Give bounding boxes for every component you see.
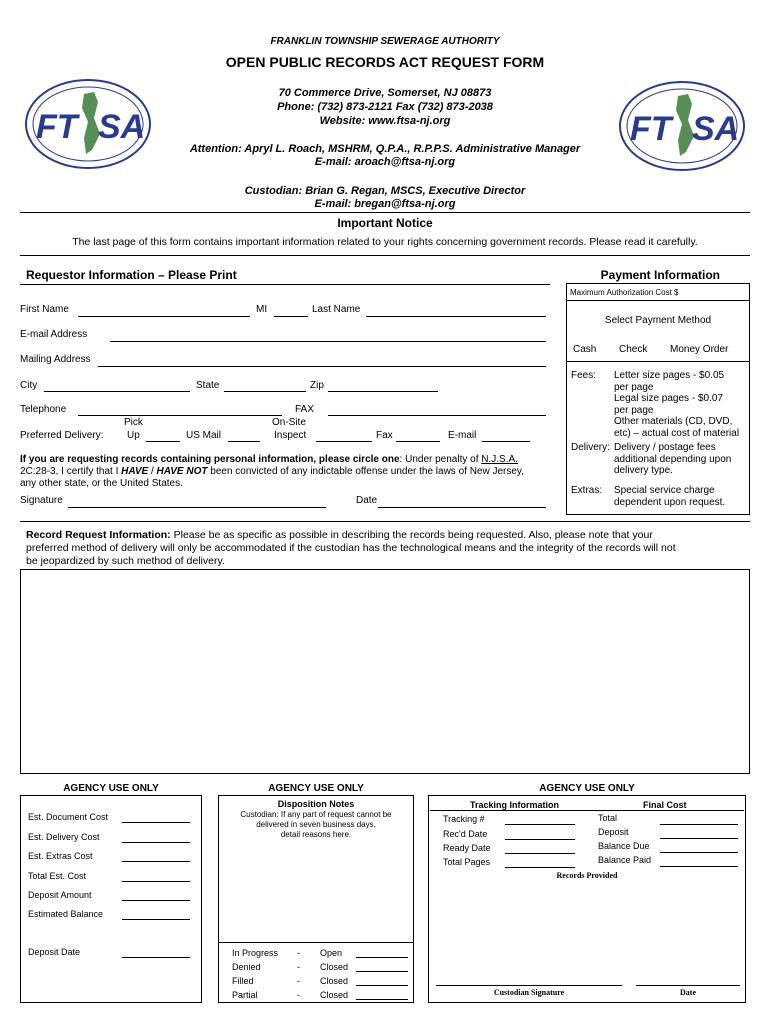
personal-info-line3: any other state, or the United States. [20,478,183,489]
ready-date-field[interactable] [505,853,575,854]
usmail-field[interactable] [228,441,260,442]
inspect-field[interactable] [316,441,372,442]
ready-date-label: Ready Date [443,843,491,853]
select-method-label: Select Payment Method [604,315,712,326]
telephone-field[interactable] [78,415,282,416]
custodian-date-field[interactable] [636,985,740,986]
email-delivery-field[interactable] [482,441,530,442]
custodian-signature-field[interactable] [436,985,622,986]
status-denied-field[interactable] [356,971,408,972]
status-open-field[interactable] [356,957,408,958]
fees-label: Fees: [571,370,597,381]
money-order-option[interactable]: Money Order [670,344,729,355]
extras-text: Special service charge dependent upon request. [614,485,726,508]
mi-field[interactable] [274,316,308,317]
max-auth-label: Maximum Authorization Cost $ [570,288,679,297]
custodian: Custodian: Brian G. Regan, MSCS, Executive Director [244,185,526,197]
pick-label: Pick [124,417,143,428]
records-provided-label: Records Provided [556,871,618,880]
mailing-label: Mailing Address [20,354,91,365]
total-est-cost-label: Total Est. Cost [28,871,87,881]
status-right: Open Closed Closed Closed [320,948,349,1000]
est-extras-cost-field[interactable] [122,861,190,862]
email-field[interactable] [110,341,546,342]
attention-email: E-mail: aroach@ftsa-nj.org [314,156,456,168]
fax-delivery-label: Fax [376,430,393,441]
estimated-balance-field[interactable] [122,919,190,920]
record-request-text: Record Request Information: Please be as specific as possible in describing the records being requested. Also, please note that your preferred method of delivery will only be accommodated if the custodian has the technological means and the integrity of the records will not be jeopardized by such method of delivery. [26,529,676,567]
disposition-title: Disposition Notes [277,799,355,809]
svg-text:SA: SA [692,110,740,148]
fees-text: Letter size pages - $0.05 per page Legal size pages - $0.07 per page Other materials (CD, DVD, etc) – actual cost of material [614,370,740,439]
total-pages-field[interactable] [505,867,575,868]
custodian-date-label: Date [680,988,696,997]
fax-delivery-field[interactable] [396,441,440,442]
last-name-label: Last Name [312,304,361,315]
svg-text:FT: FT [630,110,672,148]
deposit-amount-label: Deposit Amount [28,890,92,900]
first-name-field[interactable] [78,316,250,317]
requestor-heading: Requestor Information – Please Print [26,268,237,282]
address: 70 Commerce Drive, Somerset, NJ 08873 [278,87,492,99]
preferred-delivery-label: Preferred Delivery: [20,430,104,441]
status-filled-field[interactable] [356,985,408,986]
state-label: State [196,380,220,391]
custodian-signature-label: Custodian Signature [493,988,565,997]
extras-label: Extras: [571,485,603,496]
custodian-email: E-mail: bregan@ftsa-nj.org [314,198,456,210]
email-delivery-label: E-mail [448,430,477,441]
svg-text:SA: SA [98,108,146,146]
deposit-date-field[interactable] [122,957,190,958]
signature-label: Signature [20,495,63,506]
ftsa-logo-left [24,78,152,170]
date-field[interactable] [378,507,546,508]
notice-text: The last page of this form contains important information related to your rights concerning government records. Please read it carefully. [72,236,698,248]
est-document-cost-field[interactable] [122,822,190,823]
attention: Attention: Apryl L. Roach, MSHRM, Q.P.A., R.P.P.S. Administrative Manager [189,143,581,155]
personal-info-line1: If you are requesting records containing personal information, please circle one: Under penalty of N.J.S.A. [20,454,518,465]
org-name: FRANKLIN TOWNSHIP SEWERAGE AUTHORITY [270,36,500,47]
payment-heading: Payment Information [600,268,720,282]
deposit-date-label: Deposit Date [28,947,81,957]
zip-field[interactable] [328,391,438,392]
total-pages-label: Total Pages [443,857,491,867]
fax-field[interactable] [328,415,546,416]
ftsa-logo-right [618,80,746,172]
recd-date-field[interactable] [505,839,575,840]
city-field[interactable] [44,391,190,392]
pickup-label: Up [127,430,140,441]
cash-option[interactable]: Cash [573,344,597,355]
balance-paid-field[interactable] [660,866,738,867]
balance-paid-label: Balance Paid [598,855,652,865]
onsite-label: On-Site [272,417,306,428]
delivery-label: Delivery: [571,442,610,453]
status-partial-field[interactable] [356,999,408,1000]
deposit-field[interactable] [660,838,738,839]
agency-title-1: AGENCY USE ONLY [63,783,159,794]
total-field[interactable] [660,824,738,825]
est-extras-cost-label: Est. Extras Cost [28,851,93,861]
est-delivery-cost-field[interactable] [122,842,190,843]
mi-label: MI [256,304,268,315]
form-title: OPEN PUBLIC RECORDS ACT REQUEST FORM [225,54,545,70]
notice-title: Important Notice [337,216,433,230]
record-request-box[interactable] [20,569,750,774]
balance-due-label: Balance Due [598,841,650,851]
agency-box-3 [428,795,746,1003]
state-field[interactable] [224,391,306,392]
phone-fax: Phone: (732) 873-2121 Fax (732) 873-2038 [277,101,493,113]
personal-info-line2: 2C:28-3, I certify that I HAVE / HAVE NOT been convicted of any indictable offense under the laws of New Jersey, [20,466,524,477]
disposition-text: Custodian: If any part of request cannot be delivered in seven business days, detail reasons here. [240,810,392,839]
deposit-amount-field[interactable] [122,900,190,901]
delivery-text: Delivery / postage fees additional depending upon delivery type. [614,442,732,476]
website: Website: www.ftsa-nj.org [319,115,451,127]
agency-title-2: AGENCY USE ONLY [268,783,364,794]
balance-due-field[interactable] [660,852,738,853]
email-label: E-mail Address [20,329,88,340]
last-name-field[interactable] [366,316,546,317]
telephone-label: Telephone [20,404,67,415]
fax-label: FAX [295,404,314,415]
est-delivery-cost-label: Est. Delivery Cost [28,832,100,842]
total-label: Total [598,813,618,823]
est-document-cost-label: Est. Document Cost [28,812,109,822]
signature-field[interactable] [68,507,326,508]
check-option[interactable]: Check [619,344,648,355]
tracking-number-field[interactable] [505,824,575,825]
pickup-field[interactable] [146,441,180,442]
mailing-field[interactable] [98,366,546,367]
status-left: In Progress Denied Filled Partial [232,948,279,1000]
first-name-label: First Name [20,304,69,315]
inspect-label: Inspect [274,430,307,441]
tracking-number-label: Tracking # [443,814,485,824]
status-dashes: - - - - [297,948,300,1000]
recd-date-label: Rec'd Date [443,829,488,839]
estimated-balance-label: Estimated Balance [28,909,104,919]
final-cost-title: Final Cost [643,800,687,810]
agency-title-3: AGENCY USE ONLY [539,783,635,794]
city-label: City [20,380,38,391]
zip-label: Zip [310,380,324,391]
total-est-cost-field[interactable] [122,881,190,882]
deposit-label: Deposit [598,827,629,837]
svg-text:FT: FT [36,108,78,146]
usmail-label: US Mail [186,430,222,441]
date-label: Date [356,495,378,506]
tracking-title: Tracking Information [470,800,560,810]
